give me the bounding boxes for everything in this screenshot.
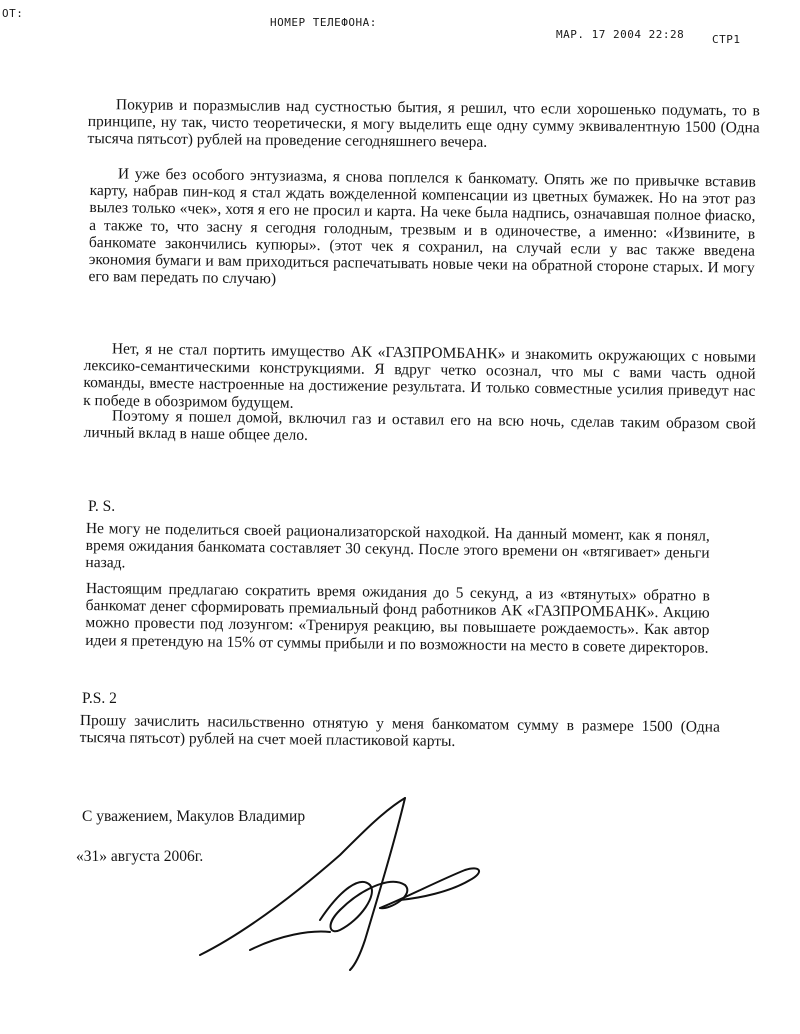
letter-date: «31» августа 2006г.: [76, 848, 204, 865]
fax-phone-label: НОМЕР ТЕЛЕФОНА:: [270, 16, 377, 29]
ps-paragraph-2: Настоящим предлагаю сократить время ожидания до 5 секунд, а из «втянутых» обратно в банкомат денег сформировать премиальный фонд работников АК «ГАЗПРОМБАНК». Акцию можно провести под лозунгом: «Тренируя реакцию, вы повышаете рождаемость». Как автор идеи я претендую на 15% от суммы прибыли и по возможности на место в совете директоров.: [85, 580, 710, 657]
ps2-paragraph: Прошу зачислить насильственно отнятую у меня банкоматом сумму в размере 1500 (Одна тысяча пятьсот) рублей на счет моей пластиковой карты.: [79, 712, 720, 751]
fax-from-label: ОТ:: [2, 7, 24, 20]
fax-date-time: МАР. 17 2004 22:28: [556, 28, 685, 41]
letter-paragraph-3: Нет, я не стал портить имущество АК «ГАЗПРОМБАНК» и знакомить окружающих с новыми лексико-семантическими конструкциями. Я вдруг четко осознал, что мы с вами часть одной команды, вместе настроенные на достижение результата. И только совместные усилия приведут нас к победе в обозримом будущем.: [83, 340, 756, 412]
sign-off: С уважением, Макулов Владимир: [82, 808, 306, 825]
letter-paragraph-1: Покурив и поразмыслив над сустностью бытия, я решил, что если хорошенько подумать, то в принципе, ну так, чисто теоретически, я могу выделить еще одну сумму эквивалентную 1500 (Одна тысяча пятьсот) рублей на проведение сегодняшнего вечера.: [87, 96, 760, 152]
ps2-heading: P.S. 2: [82, 690, 117, 707]
ps-heading: P. S.: [88, 498, 116, 515]
fax-page-number: СТР1: [712, 33, 741, 46]
letter-paragraph-4: Поэтому я пошел домой, включил газ и оставил его на всю ночь, сделав таким образом свой личный вклад в наше общее дело.: [83, 407, 756, 445]
ps-paragraph-1: Не могу не поделиться своей рационализаторской находкой. На данный момент, как я понял, время ожидания банкомата составляет 30 секунд. После этого времени он «втягивает» деньги назад.: [85, 520, 710, 572]
letter-paragraph-2: И уже без особого энтузиазма, я снова поплелся к банкомату. Опять же по привычке вставив карту, набрав пин-код я стал ждать вожделенной компенсации из цветных бумажек. Но на этот раз вылез только «чек», хотя я его не просил и карта. На чеке была надпись, означавшая полное фиаско, а также то, что засну я сегодня голодным, трезвым и в одиночестве, а именно: «Извините, в банкомате закончились купюры». (этот чек я сохранил, на случай если у вас также введена экономия бумаги и вам приходиться распечатывать новые чеки на обратной стороне старых. И могу его вам передать по случаю): [88, 165, 756, 288]
handwritten-signature: [190, 780, 500, 980]
